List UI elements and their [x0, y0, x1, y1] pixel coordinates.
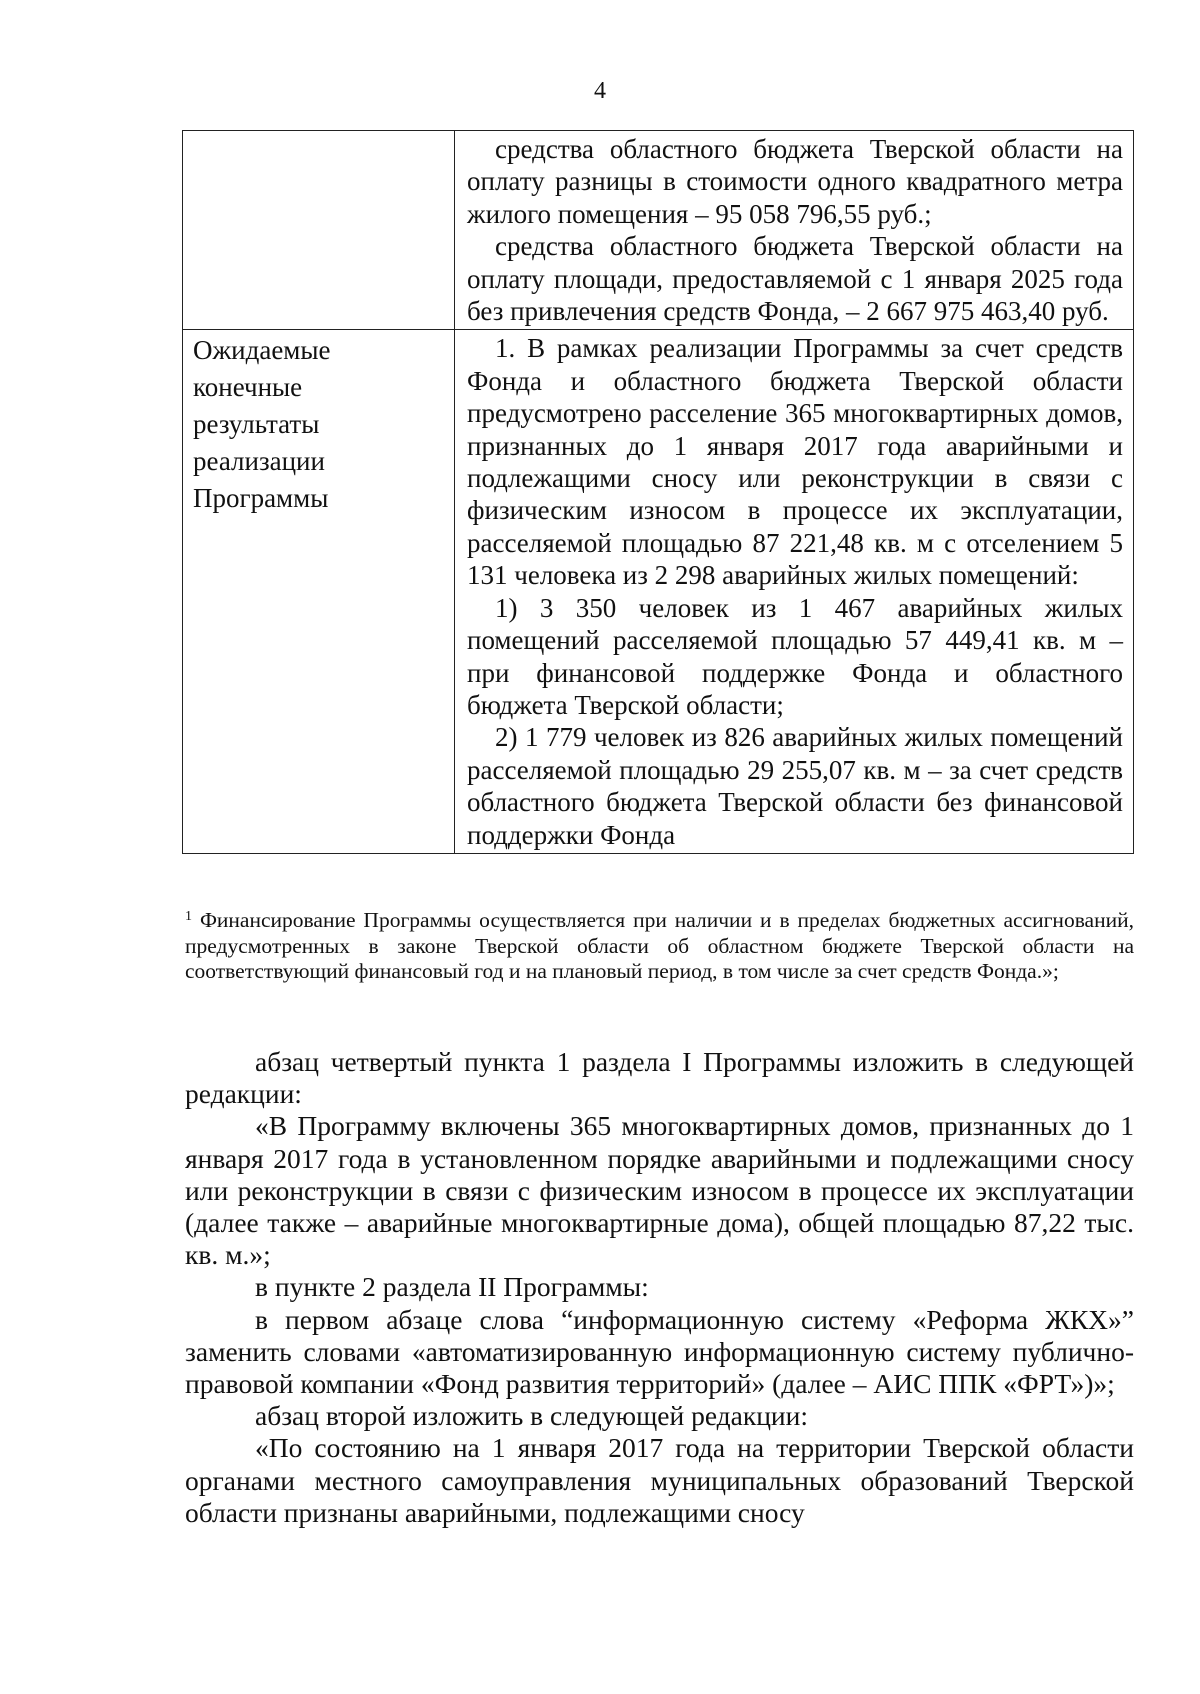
- row-label-line: реализации: [193, 446, 325, 477]
- results-paragraph-item-1: 1) 3 350 человек из 1 467 аварийных жилых помещений расселяемой площадью 57 449,41 кв. м – при финансовой поддержке Фонда и областного бюджета Тверской области;: [467, 592, 1123, 720]
- body-paragraph: абзац второй изложить в следующей редакции:: [255, 1400, 809, 1432]
- funding-sources-cell: [455, 131, 1134, 330]
- funding-paragraph-area-2025: средства областного бюджета Тверской области на оплату площади, предоставляемой с 1 января 2025 года без привлечения средств Фонда, – 2 667 975 463,40 руб.: [467, 231, 1123, 327]
- funding-paragraph-price-difference: средства областного бюджета Тверской области на оплату разницы в стоимости одного квадратного метра жилого помещения – 95 058 796,55 руб.;: [467, 134, 1123, 229]
- expected-results-label-cell: [183, 330, 455, 854]
- amendment-text: [185, 1046, 1134, 1529]
- row-label-line: Ожидаемые: [193, 335, 331, 366]
- footnote: [185, 908, 1134, 985]
- table-row: [183, 131, 1134, 330]
- row-label-line: Программы: [193, 483, 329, 514]
- body-paragraph: в первом абзаце слова “информационную систему «Реформа ЖКХ»” заменить словами «автоматизированную информационную систему публично-правовой компании «Фонд развития территорий» (далее – АИС ППК «ФРТ»)»;: [185, 1303, 1134, 1400]
- table-cell-empty: [183, 131, 455, 330]
- program-passport-table: [182, 130, 1134, 854]
- body-paragraph: в пункте 2 раздела II Программы:: [255, 1271, 649, 1303]
- page-number: 4: [594, 78, 606, 104]
- row-label-line: конечные: [193, 372, 303, 403]
- results-paragraph-main: 1. В рамках реализации Программы за счет средств Фонда и областного бюджета Тверской области предусмотрено расселение 365 многоквартирных домов, признанных до 1 января 2017 года аварийными и подлежащими сносу или реконструкции в связи с физическим износом в процессе их эксплуатации, расселяемой площадью 87 221,48 кв. м с отселением 5 131 человека из 2 298 аварийных жилых помещений:: [467, 333, 1123, 591]
- footnote-marker: 1: [185, 909, 192, 924]
- body-paragraph: «В Программу включены 365 многоквартирных домов, признанных до 1 января 2017 года в установленном порядке аварийными и подлежащими сносу или реконструкции в связи с физическим износом в процессе их эксплуатации (далее также – аварийные многоквартирные дома), общей площадью 87,22 тыс. кв. м.»;: [185, 1110, 1134, 1271]
- table-row: [183, 330, 1134, 854]
- results-paragraph-item-2: 2) 1 779 человек из 826 аварийных жилых помещений расселяемой площадью 29 255,07 кв. м – за счет средств областного бюджета Тверской области без финансовой поддержки Фонда: [467, 722, 1123, 850]
- row-label-line: результаты: [193, 409, 320, 440]
- footnote-text: Финансирование Программы осуществляется при наличии и в пределах бюджетных ассигнований, предусмотренных в законе Тверской области об областном бюджете Тверской области на соответствующий финансовый год и на плановый период, в том числе за счет средств Фонда.»;: [185, 908, 1134, 983]
- body-paragraph: «По состоянию на 1 января 2017 года на территории Тверской области органами местного самоуправления муниципальных образований Тверской области признаны аварийными, подлежащими сносу: [185, 1432, 1134, 1528]
- body-paragraph: абзац четвертый пункта 1 раздела I Программы изложить в следующей редакции:: [185, 1046, 1134, 1110]
- expected-results-cell: [455, 330, 1134, 854]
